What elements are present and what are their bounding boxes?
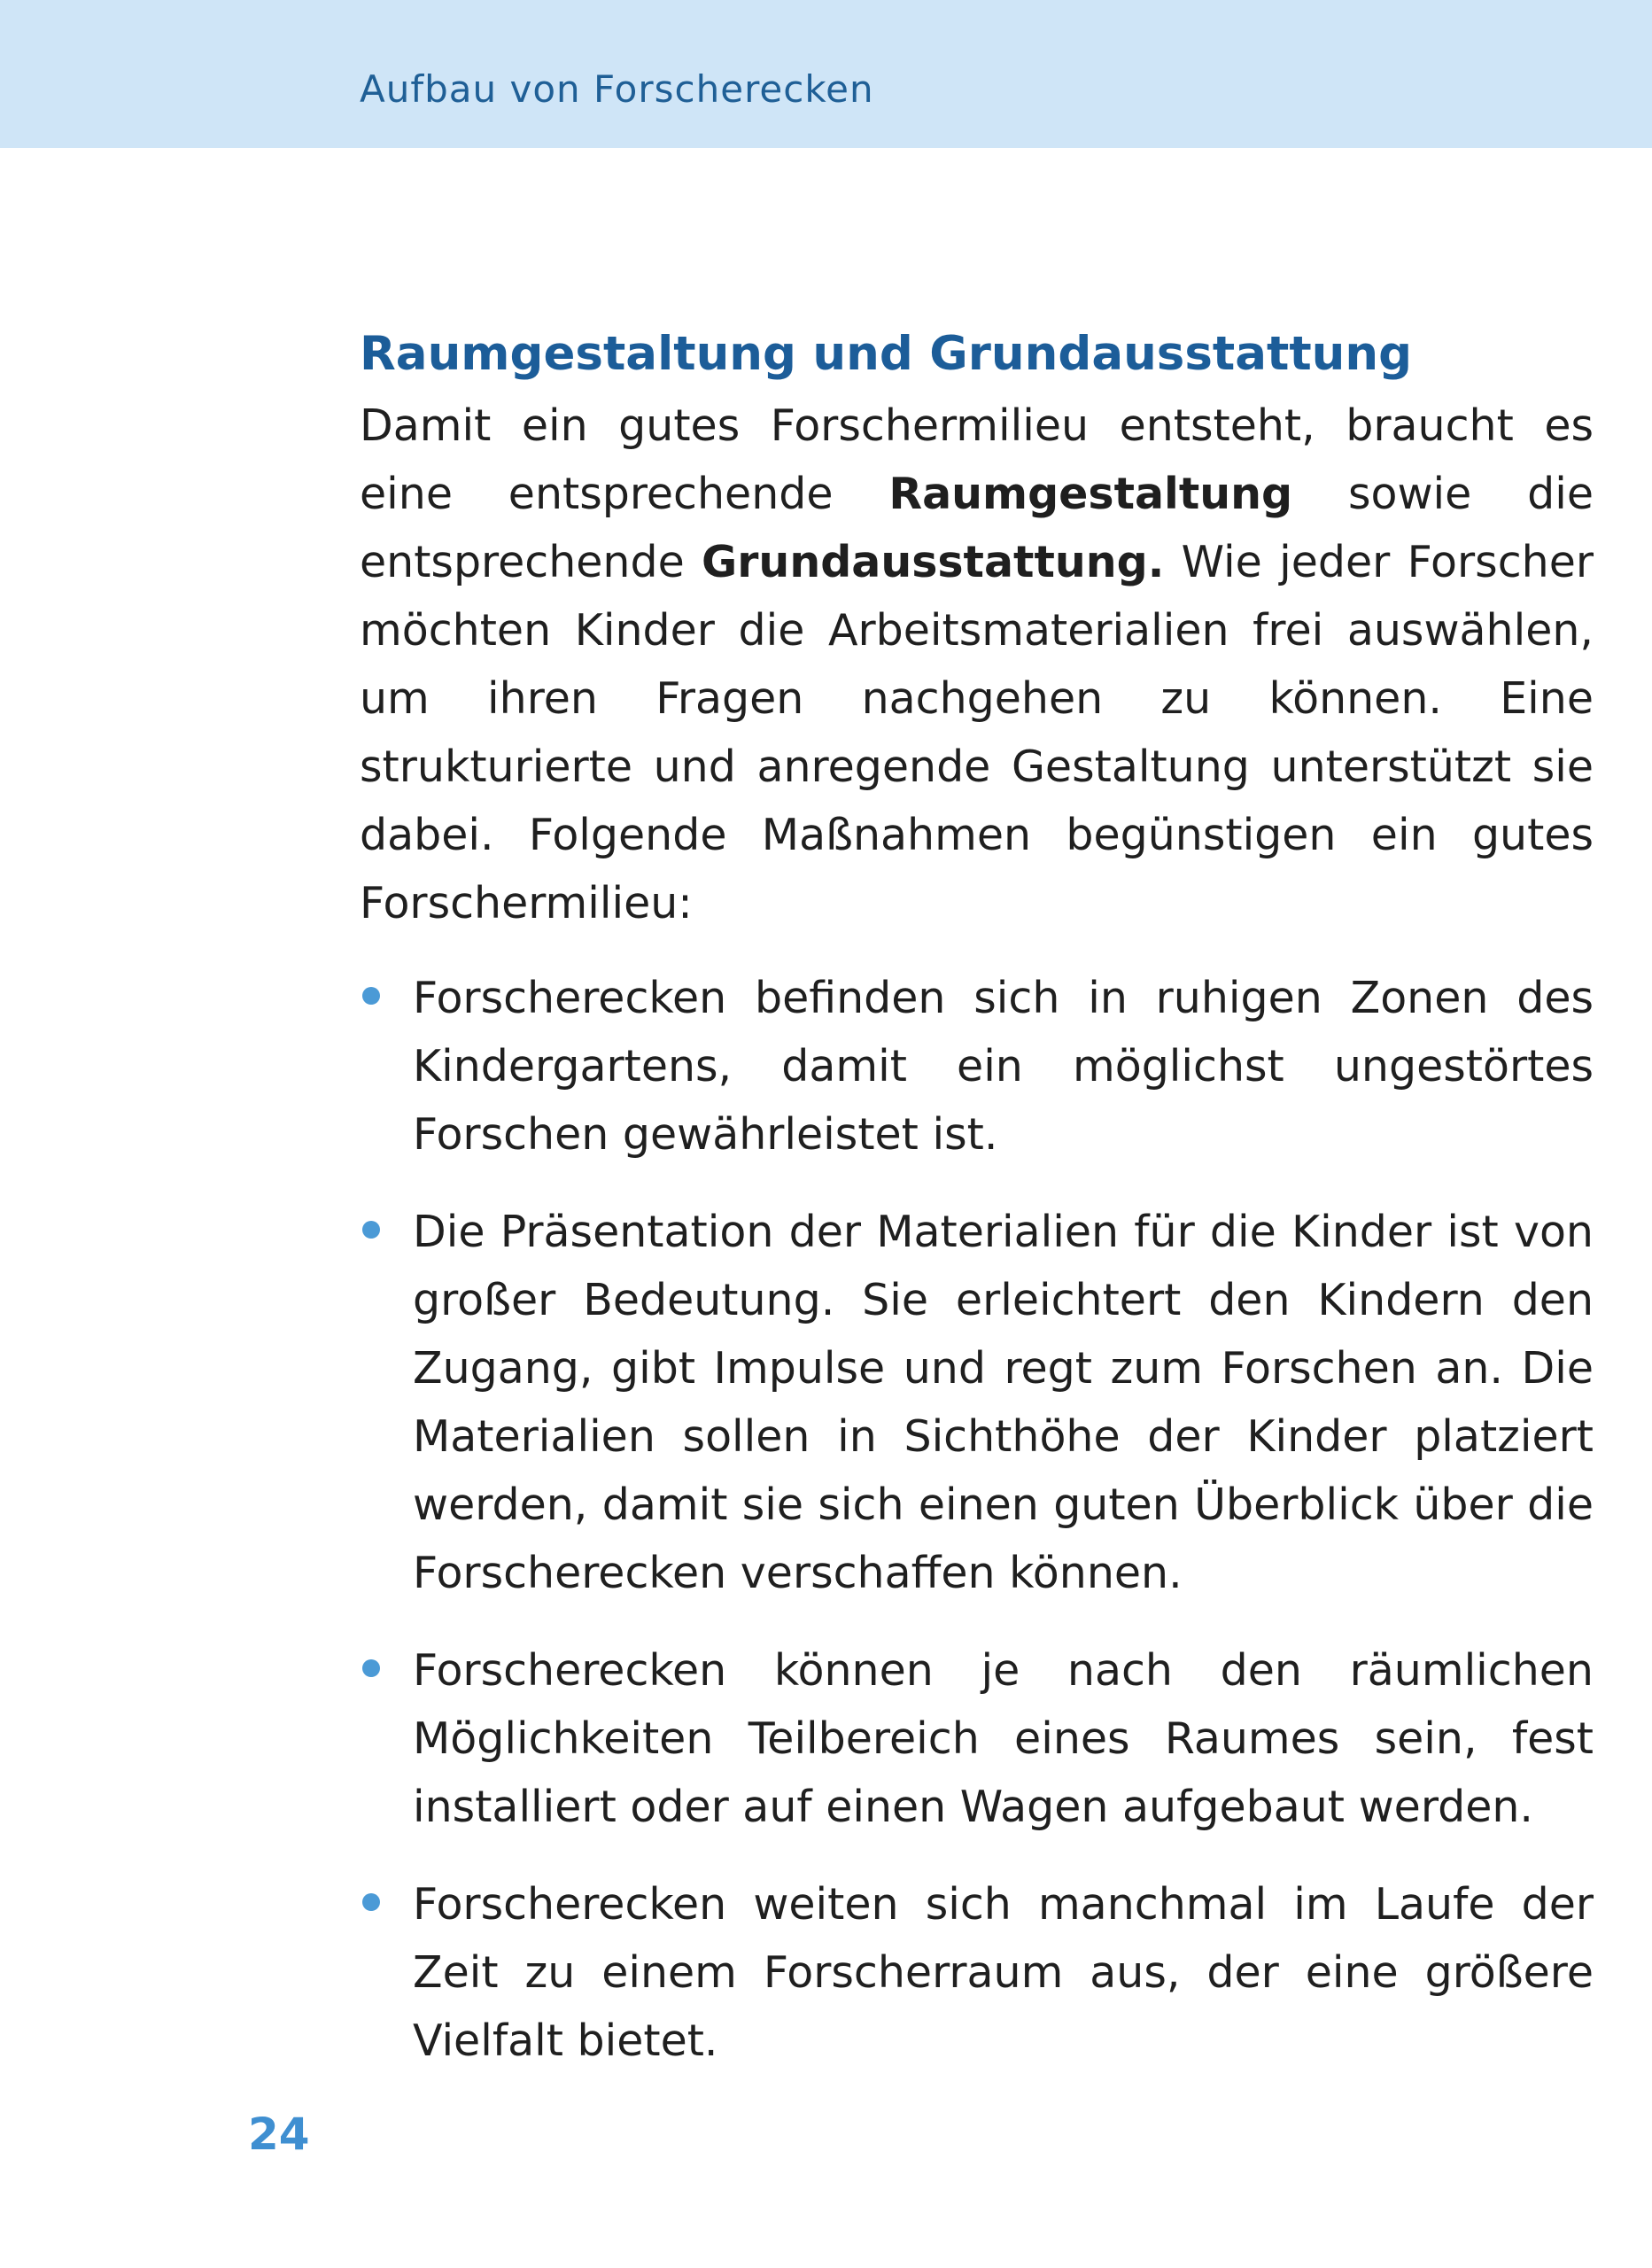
list-item: [360, 964, 1594, 1169]
intro-bold-grundausstattung: Grundausstattung.: [702, 537, 1165, 587]
bullet-dot-icon: [362, 987, 380, 1005]
bullet-text: Forscherecken weiten sich manchmal im Laufe der Zeit zu einem Forscherraum aus, der eine größere Vielfalt bietet.: [413, 1879, 1594, 2066]
list-item: [360, 1636, 1594, 1841]
bullet-dot-icon: [362, 1893, 380, 1911]
intro-paragraph: [360, 392, 1594, 937]
section-heading: Raumgestaltung und Grundausstattung: [360, 327, 1413, 381]
page-content: [360, 317, 1594, 2104]
bullet-dot-icon: [362, 1221, 380, 1239]
list-item: [360, 1870, 1594, 2075]
running-title: Aufbau von Forscherecken: [360, 67, 874, 111]
bullet-dot-icon: [362, 1659, 380, 1677]
intro-text-2: sowie die entsprechende: [360, 469, 1594, 587]
bullet-text: Forscherecken können je nach den räumlichen Möglichkeiten Teilbereich eines Raumes sein, fest installiert oder auf einen Wagen aufgebaut werden.: [413, 1645, 1594, 1832]
intro-text-1: Damit ein gutes Forschermilieu entsteht, braucht es eine entsprechende: [360, 400, 1594, 519]
intro-text-3: Wie jeder Forscher möchten Kinder die Arbeitsmaterialien frei auswählen, um ihren Fragen nachgehen zu können. Eine strukturierte und anregende Gestaltung unterstützt sie dabei. Folgende Maßnahmen begünstigen ein gutes Forschermilieu:: [360, 537, 1594, 928]
bullet-list: [360, 964, 1594, 2075]
page-number: 24: [248, 2109, 310, 2160]
bullet-text: Die Präsentation der Materialien für die Kinder ist von großer Bedeutung. Sie erleichtert den Kindern den Zugang, gibt Impulse und regt zum Forschen an. Die Materialien sollen in Sichthöhe der Kinder platziert werden, damit sie sich einen guten Überblick über die Forscherecken verschaffen können.: [413, 1207, 1594, 1598]
intro-bold-raumgestaltung: Raumgestaltung: [888, 469, 1293, 519]
list-item: [360, 1198, 1594, 1607]
bullet-text: Forscherecken befinden sich in ruhigen Zonen des Kindergartens, damit ein möglichst ungestörtes Forschen gewährleistet ist.: [413, 973, 1594, 1160]
